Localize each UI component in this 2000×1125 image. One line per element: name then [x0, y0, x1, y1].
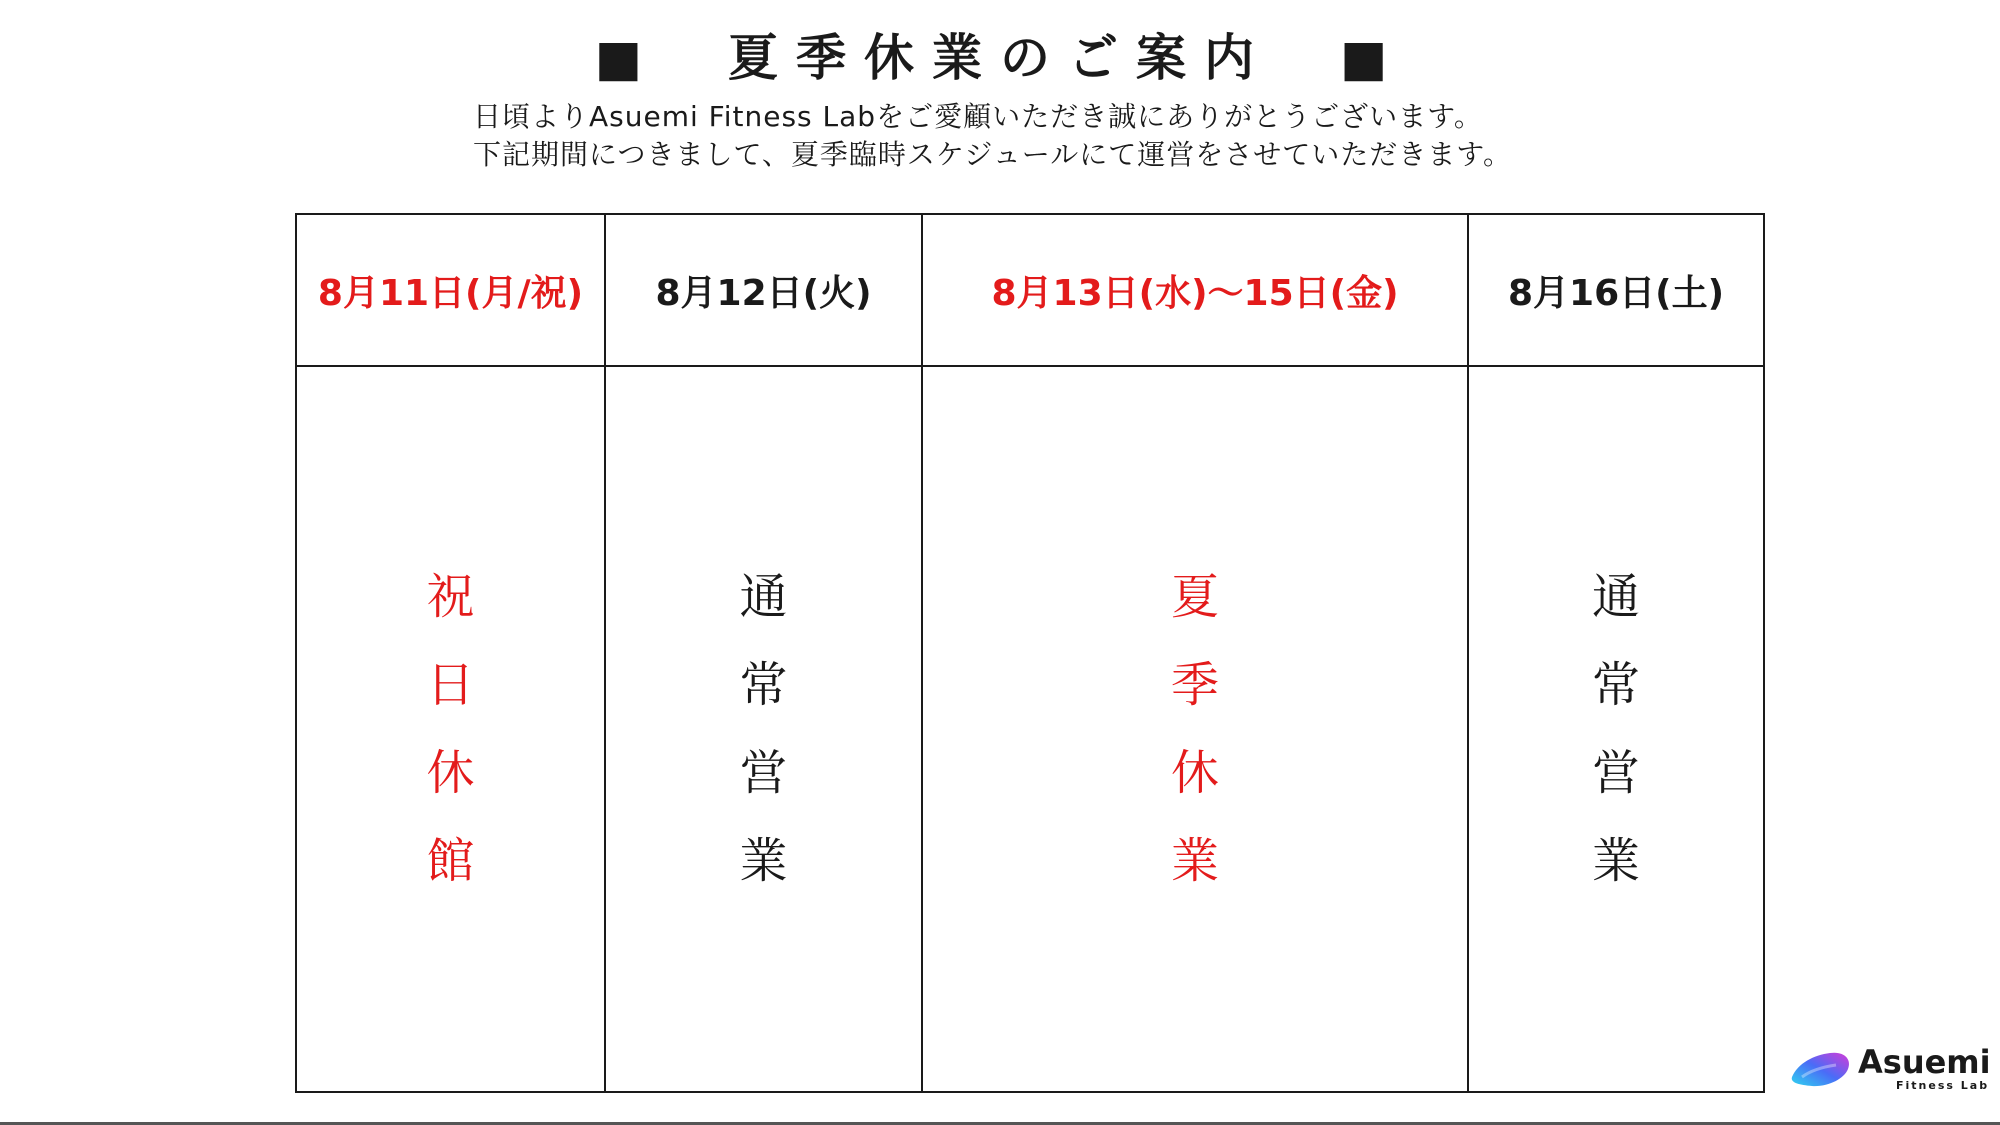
intro-line-1: 日頃よりAsuemi Fitness Labをご愛顧いただき誠にありがとうございます。	[473, 100, 1483, 133]
status-cell-holiday	[296, 366, 605, 1092]
date-aug-12: 8月12日(火)	[605, 214, 922, 366]
logo-name: Asuemi	[1858, 1043, 1991, 1081]
schedule-status-row	[296, 366, 1764, 1092]
status-normal-hours-2: 通常営業	[1591, 569, 1640, 889]
status-cell-aug-16	[1468, 366, 1764, 1092]
schedule-header-row	[296, 214, 1764, 366]
status-cell-aug-12	[605, 366, 922, 1092]
logo-swirl-icon	[1788, 1047, 1854, 1089]
schedule-table	[295, 213, 1765, 1093]
logo-subtitle: Fitness Lab	[1896, 1079, 1990, 1092]
status-holiday-closed: 祝日休館	[426, 569, 475, 889]
intro-line-2: 下記期間につきまして、夏季臨時スケジュールにて運営をさせていただきます。	[473, 138, 1512, 171]
status-normal-hours: 通常営業	[739, 569, 788, 889]
date-holiday: 8月11日(月/祝)	[296, 214, 605, 366]
page-title: ■ 夏季休業のご案内 ■	[594, 29, 1406, 87]
date-summer-break: 8月13日(水)〜15日(金)	[922, 214, 1468, 366]
brand-logo	[1788, 1043, 1991, 1095]
status-summer-closed: 夏季休業	[1170, 569, 1219, 889]
date-aug-16: 8月16日(土)	[1468, 214, 1764, 366]
status-cell-summer-break	[922, 366, 1468, 1092]
intro-text	[473, 98, 1512, 174]
